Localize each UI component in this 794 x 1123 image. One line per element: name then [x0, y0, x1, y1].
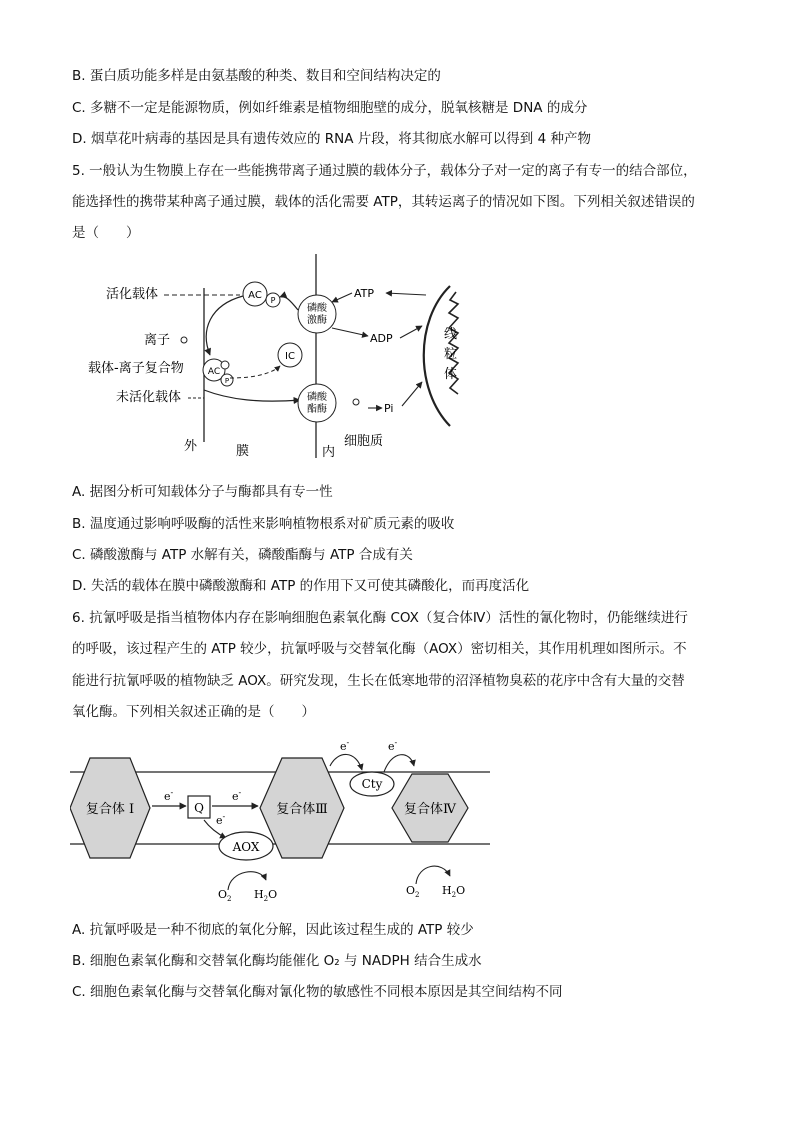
svg-text:e-: e-: [164, 788, 174, 803]
svg-text:e-: e-: [232, 788, 242, 803]
svg-text:粒: 粒: [444, 347, 458, 362]
svg-text:e-: e-: [216, 812, 226, 827]
q4-option-d: D. 烟草花叶病毒的基因是具有遗传效应的 RNA 片段，将其彻底水解可以得到 4 种产物: [72, 131, 591, 147]
label-inactive-carrier: 未活化载体: [116, 390, 182, 405]
q6-stem-line-2: 的呼吸，该过程产生的 ATP 较少，抗氰呼吸与交替氧化酶（AOX）密切相关，其作用机理如图所示。不: [72, 641, 687, 657]
q4-option-b: B. 蛋白质功能多样是由氨基酸的种类、数目和空间结构决定的: [72, 68, 441, 84]
q6-stem-line-3: 能进行抗氰呼吸的植物缺乏 AOX。研究发现，生长在低寒地带的沼泽植物臭菘的花序中含有大量的交替: [72, 673, 685, 689]
label-cytoplasm: 细胞质: [344, 434, 384, 449]
label-activated-carrier: 活化载体: [106, 287, 159, 302]
svg-text:AOX: AOX: [232, 840, 260, 854]
label-ion: 离子: [144, 333, 171, 348]
svg-text:激酶: 激酶: [307, 315, 327, 326]
svg-text:线: 线: [444, 327, 458, 342]
label-carrier-ion-complex: 载体-离子复合物: [88, 361, 184, 376]
q5-option-d: D. 失活的载体在膜中磷酸激酶和 ATP 的作用下又可使其磷酸化，而再度活化: [72, 578, 530, 594]
svg-text:H2O: $H_2O$: [442, 884, 466, 899]
q4-option-c: C. 多糖不一定是能源物质，例如纤维素是植物细胞壁的成分，脱氧核糖是 DNA 的成分: [72, 100, 588, 116]
svg-text:复合体Ⅳ: 复合体Ⅳ: [404, 802, 456, 817]
electron-transport-diagram: [70, 736, 490, 908]
q6-option-b: B. 细胞色素氧化酶和交替氧化酶均能催化 O₂ 与 NADPH 结合生成水: [72, 953, 482, 969]
phosphokinase-enzyme: [298, 295, 336, 333]
svg-text:复合体Ⅲ: 复合体Ⅲ: [276, 802, 328, 817]
carrier-transport-diagram: [80, 250, 500, 470]
svg-text:磷酸: 磷酸: [307, 303, 327, 314]
q5-option-b: B. 温度通过影响呼吸酶的活性来影响植物根系对矿质元素的吸收: [72, 516, 455, 532]
svg-text:AC: AC: [207, 367, 221, 377]
q6-option-a: A. 抗氰呼吸是一种不彻底的氧化分解，因此该过程生成的 ATP 较少: [72, 922, 474, 938]
svg-text:O2: $O_2$: [406, 884, 420, 899]
q6-option-c: C. 细胞色素氧化酶与交替氧化酶对氰化物的敏感性不同根本原因是其空间结构不同: [72, 984, 563, 1000]
svg-text:P: P: [224, 377, 230, 385]
svg-text:H2O: $H_2O$: [254, 888, 278, 903]
complex-ion: [221, 361, 229, 369]
phosphatase-enzyme: [298, 384, 336, 422]
svg-text:e-: e-: [388, 738, 398, 753]
q6-stem-line-1: 6. 抗氰呼吸是指当植物体内存在影响细胞色素氧化酶 COX（复合体Ⅳ）活性的氰化物时，仍能继续进行: [72, 610, 688, 626]
ion-marker: [181, 337, 187, 343]
svg-text:复合体 I: 复合体 I: [85, 802, 135, 817]
q5-stem-line-2: 能选择性的携带某种离子通过膜，载体的活化需要 ATP，其转运离子的情况如下图。下列相关叙述错误的: [72, 194, 695, 210]
svg-text:体: 体: [444, 367, 458, 382]
svg-text:Q: Q: [194, 801, 204, 815]
label-pi: Pi: [384, 402, 394, 415]
label-adp: ADP: [370, 332, 393, 345]
svg-text:Cty: Cty: [361, 777, 383, 791]
label-membrane: 膜: [236, 444, 250, 459]
q5-option-a: A. 据图分析可知载体分子与酶都具有专一性: [72, 484, 333, 500]
q5-option-c: C. 磷酸激酶与 ATP 水解有关，磷酸酯酶与 ATP 合成有关: [72, 547, 413, 563]
q6-stem-line-4: 氧化酶。下列相关叙述正确的是（ ）: [72, 704, 315, 720]
q5-stem-line-1: 5. 一般认为生物膜上存在一些能携带离子通过膜的载体分子，载体分子对一定的离子有专一的结合部位，: [72, 163, 697, 179]
svg-text:酯酶: 酯酶: [307, 404, 327, 415]
svg-text:P: P: [270, 296, 276, 305]
svg-text:e-: e-: [340, 738, 350, 753]
q5-stem-line-3: 是（ ）: [72, 225, 140, 241]
svg-text:IC: IC: [285, 351, 295, 362]
label-atp: ATP: [354, 287, 375, 300]
svg-text:磷酸: 磷酸: [307, 392, 327, 403]
svg-text:O2: $O_2$: [218, 888, 232, 903]
svg-text:AC: AC: [248, 290, 262, 301]
label-outside: 外: [184, 439, 198, 454]
label-inside: 内: [322, 445, 336, 460]
